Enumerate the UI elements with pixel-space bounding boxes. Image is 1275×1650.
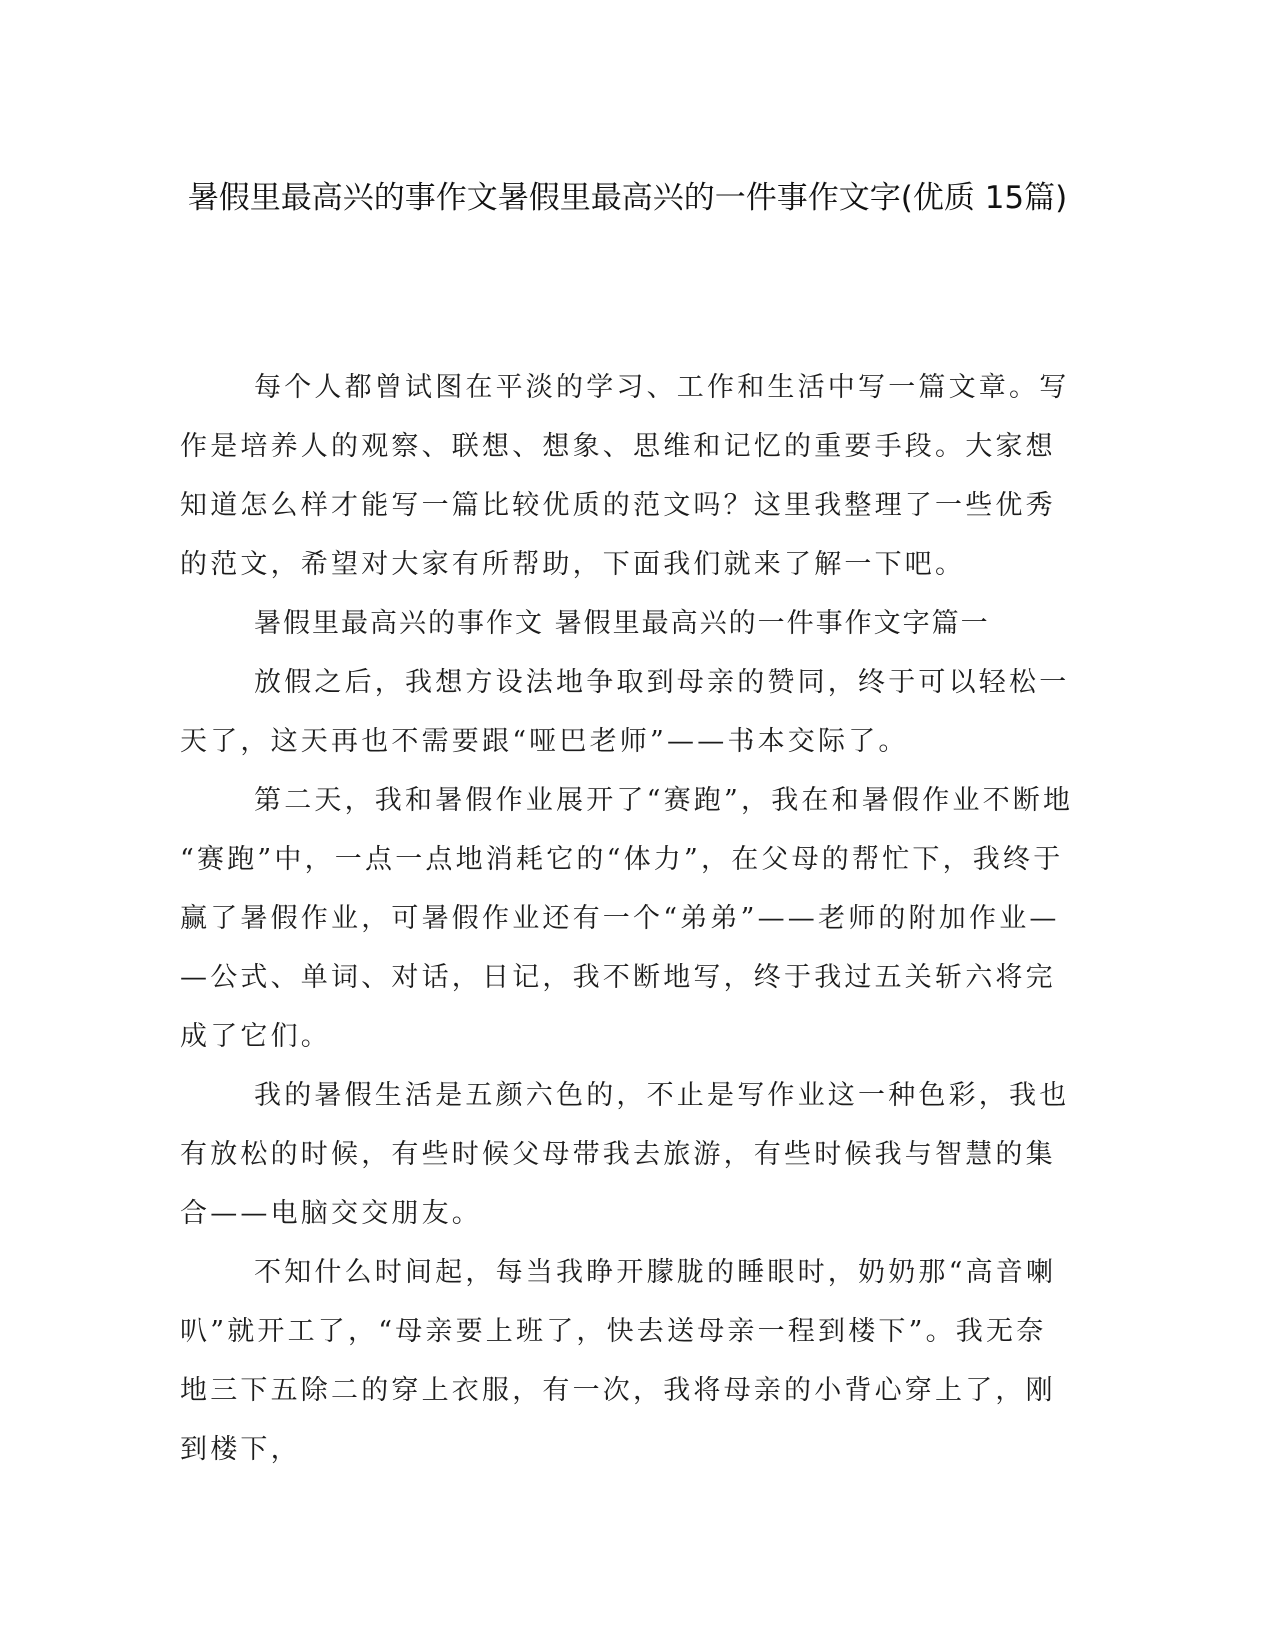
document-title: 暑假里最高兴的事作文暑假里最高兴的一件事作文字(优质 15篇) xyxy=(187,180,1068,216)
body-paragraph-colorful-life: 我的暑假生活是五颜六色的，不止是写作业这一种色彩，我也有放松的时候，有些时候父母带我去旅游，有些时候我与智慧的集合——电脑交交朋友。 xyxy=(180,1080,1070,1229)
section-heading-paragraph: 暑假里最高兴的事作文 暑假里最高兴的一件事作文字篇一 xyxy=(254,608,990,639)
body-paragraph-vacation-start: 放假之后，我想方设法地争取到母亲的赞同，终于可以轻松一天了，这天再也不需要跟“哑巴老师”——书本交际了。 xyxy=(180,667,1070,757)
document-body xyxy=(180,358,1075,1479)
intro-paragraph: 每个人都曾试图在平淡的学习、工作和生活中写一篇文章。写作是培养人的观察、联想、想象、思维和记忆的重要手段。大家想知道怎么样才能写一篇比较优质的范文吗？这里我整理了一些优秀的范文，希望对大家有所帮助，下面我们就来了解一下吧。 xyxy=(180,372,1070,580)
body-paragraph-homework-race: 第二天，我和暑假作业展开了“赛跑”，我在和暑假作业不断地“赛跑”中，一点一点地消耗它的“体力”，在父母的帮忙下，我终于赢了暑假作业，可暑假作业还有一个“弟弟”——老师的附加作业——公式、单词、对话，日记，我不断地写，终于我过五关斩六将完成了它们。 xyxy=(180,785,1074,1052)
body-paragraph-grandma-call: 不知什么时间起，每当我睁开朦胧的睡眼时，奶奶那“高音喇叭”就开工了，“母亲要上班了，快去送母亲一程到楼下”。我无奈地三下五除二的穿上衣服，有一次，我将母亲的小背心穿上了，刚到楼下， xyxy=(180,1257,1057,1465)
